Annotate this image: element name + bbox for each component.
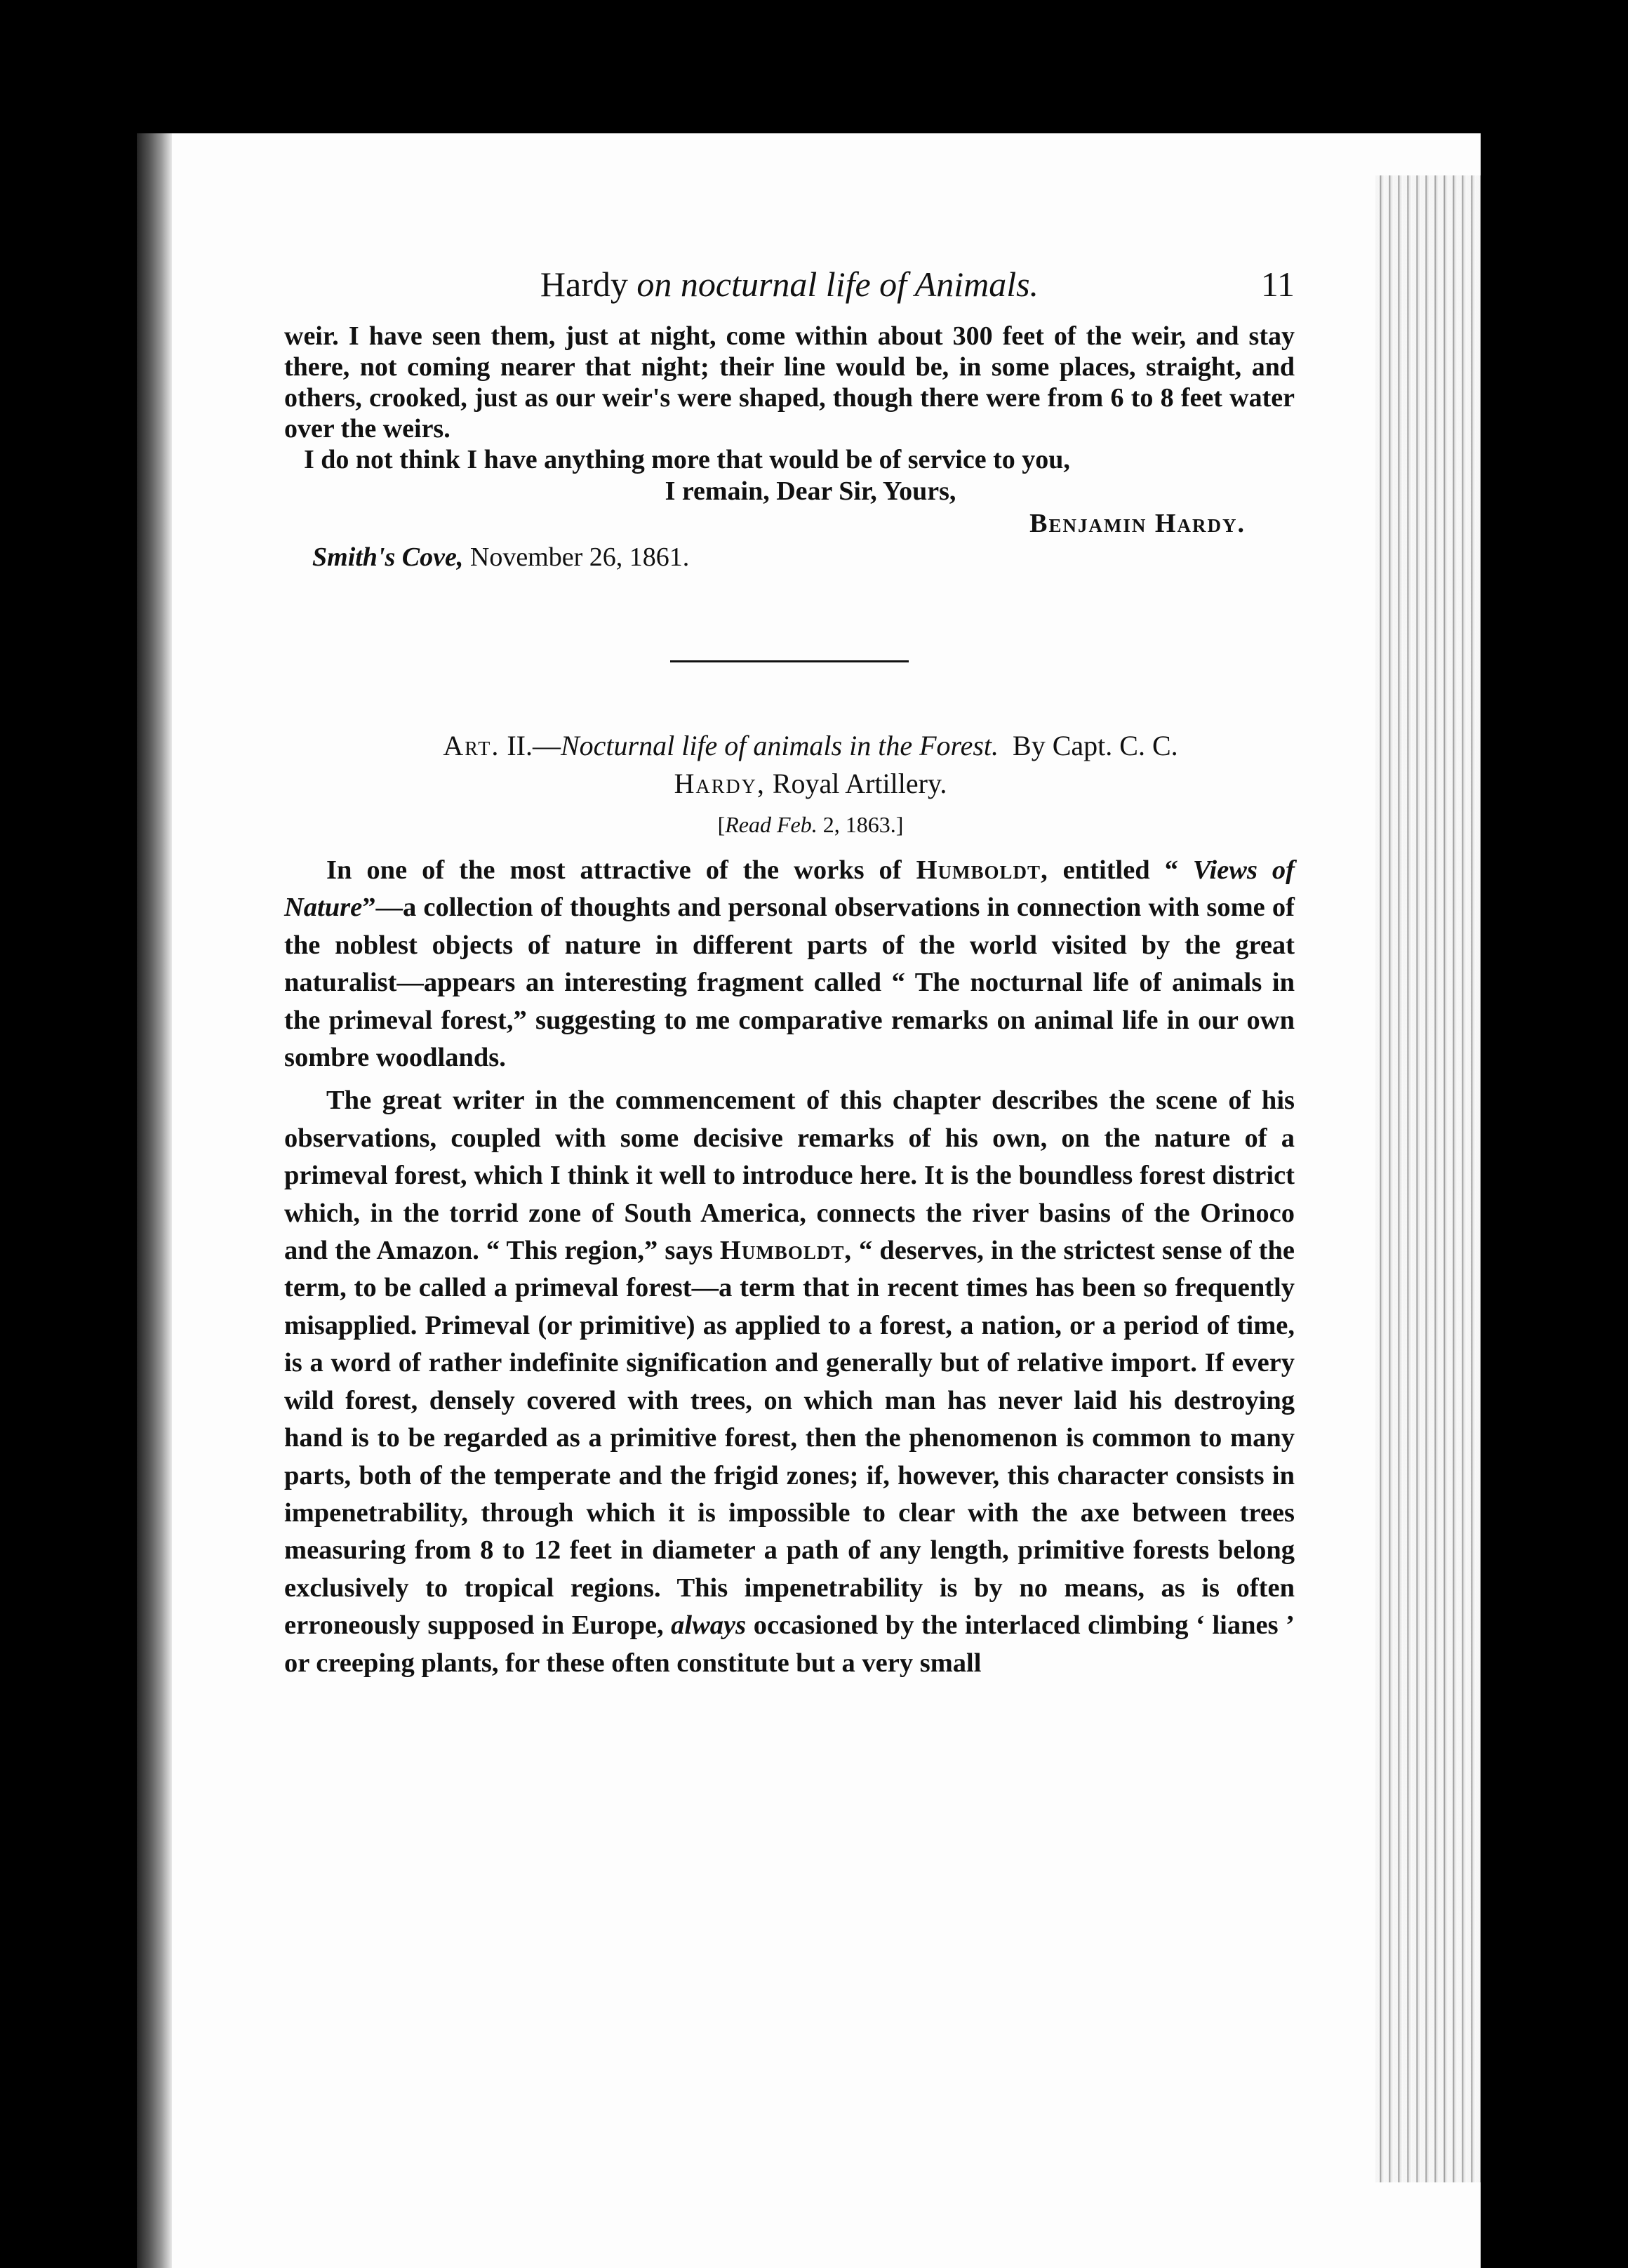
author-name-humboldt: Humboldt, bbox=[916, 855, 1048, 885]
read-label: Read Feb. bbox=[725, 812, 818, 837]
letter-date: November 26, 1861. bbox=[469, 542, 690, 572]
read-open-bracket: [ bbox=[717, 812, 726, 837]
running-head bbox=[284, 256, 1295, 312]
article-byline: By Capt. C. C. bbox=[1013, 730, 1178, 761]
book-title-views-of-nature: Views of Nature bbox=[284, 855, 1295, 923]
read-date: 2, 1863.] bbox=[822, 812, 904, 837]
letter-dateline bbox=[284, 541, 1295, 573]
article-number: II.— bbox=[507, 730, 561, 761]
emphasis-always: always bbox=[671, 1610, 747, 1641]
body-text-run: In one of the most attractive of the works of bbox=[326, 855, 916, 885]
letter-closing-block bbox=[284, 475, 1295, 540]
body-paragraph-1 bbox=[284, 852, 1295, 1076]
running-title-italic: on nocturnal life of Animals. bbox=[636, 265, 1039, 304]
article-label: Art. bbox=[443, 730, 500, 761]
book-page bbox=[137, 133, 1481, 2268]
article-author: Hardy, bbox=[674, 768, 766, 799]
section-divider bbox=[670, 660, 909, 662]
body-text-run: occasioned by the interlaced climbing ‘ lianes ’ or creeping plants, for these often constitute but a very small bbox=[284, 1610, 1295, 1678]
body-text-run: The great writer in the commencement of this chapter describes the scene of his observations, coupled with some decisive remarks of his own, on the nature of a primeval forest, which I think it well to introduce here. It is the boundless forest district which, in the torrid zone of South America, connects the river basins of the Orinoco and the Amazon. “ This region,” says bbox=[284, 1086, 1295, 1266]
author-name-humboldt: Humboldt, bbox=[719, 1236, 852, 1266]
letter-place: Smith's Cove, bbox=[312, 542, 464, 572]
body-text-run: entitled “ bbox=[1048, 855, 1193, 885]
page-gutter-shadow bbox=[137, 133, 172, 2268]
page-content bbox=[284, 256, 1295, 1688]
article-heading bbox=[284, 727, 1295, 803]
letter-paragraph: weir. I have seen them, just at night, come within about 300 feet of the weir, and stay there, not coming nearer that night; their line would be, in some places, straight, and others, crooked, just as our weir's were shaped, though there were from 6 to 8 feet water over the weirs. bbox=[284, 321, 1295, 443]
body-text-run: “ deserves, in the strictest sense of the term, to be called a primeval forest—a term that in recent times has been so frequently misapplied. Primeval (or primitive) as applied to a forest, a nation, or a period of time, is a word of rather indefinite signification and generally but of relative import. If every wild forest, densely covered with trees, on which man has never laid his destroying hand is to be regarded as a primitive forest, then the phenomenon is common to many parts, both of the temperate and the frigid zones; if, however, this character consists in impenetrability, through which it is impossible to clear with the axe between trees measuring from 8 to 12 feet in diameter a path of any length, primitive forests belong exclusively to tropical regions. This impenetrability is by no means, as is often erroneously supposed in Europe, bbox=[284, 1236, 1295, 1641]
body-text-run: ”—a collection of thoughts and personal observations in connection with some of the noblest objects of nature in different parts of the world visited by the great naturalist—appears an interesting fragment called “ The nocturnal life of animals in the primeval forest,” suggesting to me comparative remarks on animal life in our own sombre woodlands. bbox=[284, 893, 1295, 1073]
page-number: 11 bbox=[1260, 265, 1295, 304]
article-affiliation: Royal Artillery. bbox=[772, 768, 947, 799]
article-body bbox=[284, 852, 1295, 1682]
read-date-note bbox=[284, 807, 1295, 842]
running-title-prefix: Hardy bbox=[540, 265, 637, 304]
article-title: Nocturnal life of animals in the Forest. bbox=[560, 730, 999, 761]
letter-text bbox=[284, 321, 1295, 475]
page-edges bbox=[1375, 175, 1481, 2182]
letter-signature: Benjamin Hardy. bbox=[1029, 509, 1246, 538]
running-title bbox=[284, 256, 1295, 312]
letter-closing: I remain, Dear Sir, Yours, bbox=[665, 476, 956, 506]
letter-paragraph: I do not think I have anything more that would be of service to you, bbox=[304, 445, 1070, 474]
body-paragraph-2 bbox=[284, 1082, 1295, 1682]
